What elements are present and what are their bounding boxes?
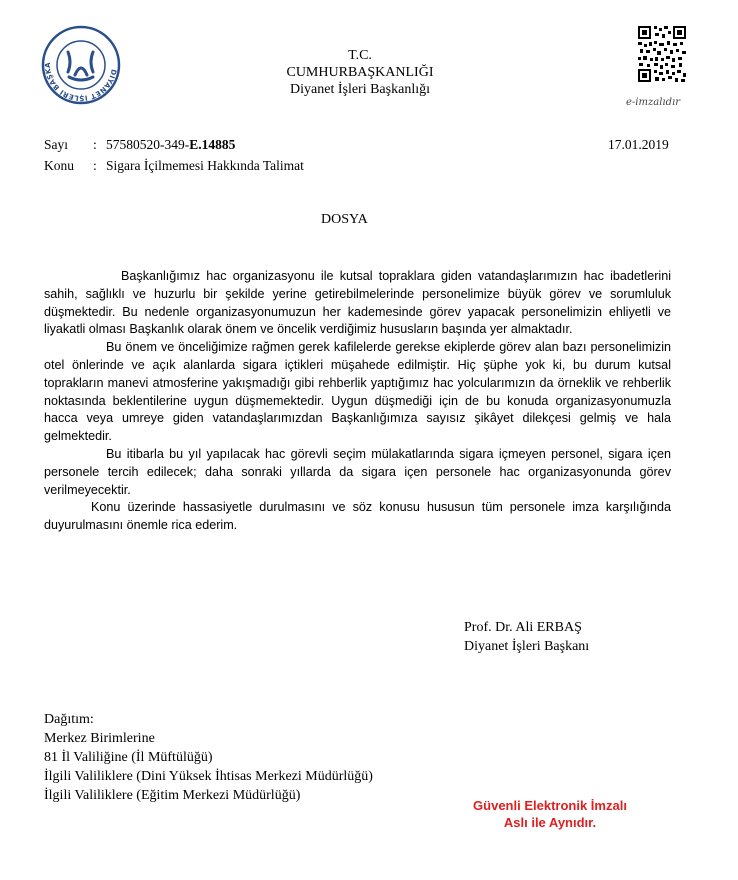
distribution-list — [44, 710, 373, 805]
konu-label: Konu — [44, 158, 74, 173]
letterhead-tc: T.C. — [348, 48, 372, 63]
signatory-name: Prof. Dr. Ali ERBAŞ — [464, 620, 582, 635]
sayi-colon: : — [93, 137, 97, 152]
addressee: DOSYA — [321, 212, 368, 227]
konu-colon: : — [93, 158, 97, 173]
distribution-item: İlgili Valiliklere (Dini Yüksek İhtisas Merkezi Müdürlüğü) — [44, 769, 373, 784]
stamp-line-1: Güvenli Elektronik İmzalı — [473, 798, 627, 813]
letterhead — [240, 47, 480, 98]
konu-value: Sigara İçilmemesi Hakkında Talimat — [106, 158, 304, 173]
paragraph-4: Konu üzerinde hassasiyetle durulmasını ve söz konusu hususun tüm personele imza karşılığında duyurulmasını önemle rica ederim. — [44, 500, 671, 533]
distribution-item: İlgili Valiliklere (Eğitim Merkezi Müdürlüğü) — [44, 788, 301, 803]
sayi-label: Sayı — [44, 137, 69, 152]
diyanet-logo — [41, 25, 121, 105]
letter-body — [44, 268, 671, 535]
letterhead-directorate: Diyanet İşleri Başkanlığı — [290, 82, 430, 97]
sayi-document-no: E.14885 — [189, 137, 236, 152]
sayi-number: 57580520-349- — [106, 137, 190, 152]
stamp-line-2: Aslı ile Aynıdır. — [503, 815, 597, 830]
distribution-label: Dağıtım: — [44, 712, 94, 727]
e-signature-stamp — [455, 797, 645, 831]
logo-ring-text: DİYANET İŞLERİ BAŞKA — [43, 62, 118, 103]
e-signed-caption: e-imzalıdır — [626, 97, 680, 108]
paragraph-3: Bu itibarla bu yıl yapılacak hac görevli seçim mülakatlarında sigara içmeyen personel, sigara içen personele tercih edilecek; daha sonraki yıllarda da sigara içen personele hac organizasyonunda görev verilmeyecektir. — [44, 446, 671, 497]
letterhead-presidency: CUMHURBAŞKANLIĞI — [286, 65, 434, 80]
document-date: 17.01.2019 — [608, 137, 669, 152]
qr-code — [637, 25, 687, 83]
signatory-title: Diyanet İşleri Başkanı — [464, 639, 590, 654]
signature-block — [464, 618, 589, 656]
paragraph-2: Bu önem ve önceliğimize rağmen gerek kafilelerde gerekse ekiplerde görev alan bazı personelimizin otel önlerinde ve açık alanlarda sigara içtikleri müşahede edilmiştir. Hiç şüphe yok ki, bu durum kutsal toprakların manevi atmosferine yakışmadığı gibi rehberlik yaptığımız hac yolcularımızın da örneklik ve rehberlik noktasında beklentilerine uygun düşmemektedir. Uygun düşmediği için de bu konuda organizasyonumuzla hacca veya umreye giden vatandaşlarımızdan Başkanlığımıza sayısız şikâyet dilekçesi gelmiş ve hala gelmektedir. — [44, 340, 671, 444]
paragraph-1: Başkanlığımız hac organizasyonu ile kutsal topraklara giden vatandaşlarımızın hac ibadetlerini sahih, sağlıklı ve huzurlu bir şekilde yerine getirebilmelerinde personelimize büyük görev ve sorumluluk düşmektedir. Bu nedenle organizasyonumuzun her kademesinde görev yapacak personelimizin ehliyetli ve liyakatli olması Başkanlık olarak önem ve öncelik verdiğimiz hususların başında yer almaktadır. — [44, 269, 671, 337]
distribution-item: 81 İl Valiliğine (İl Müftülüğü) — [44, 750, 213, 765]
sayi-value — [106, 136, 235, 154]
distribution-item: Merkez Birimlerine — [44, 731, 155, 746]
